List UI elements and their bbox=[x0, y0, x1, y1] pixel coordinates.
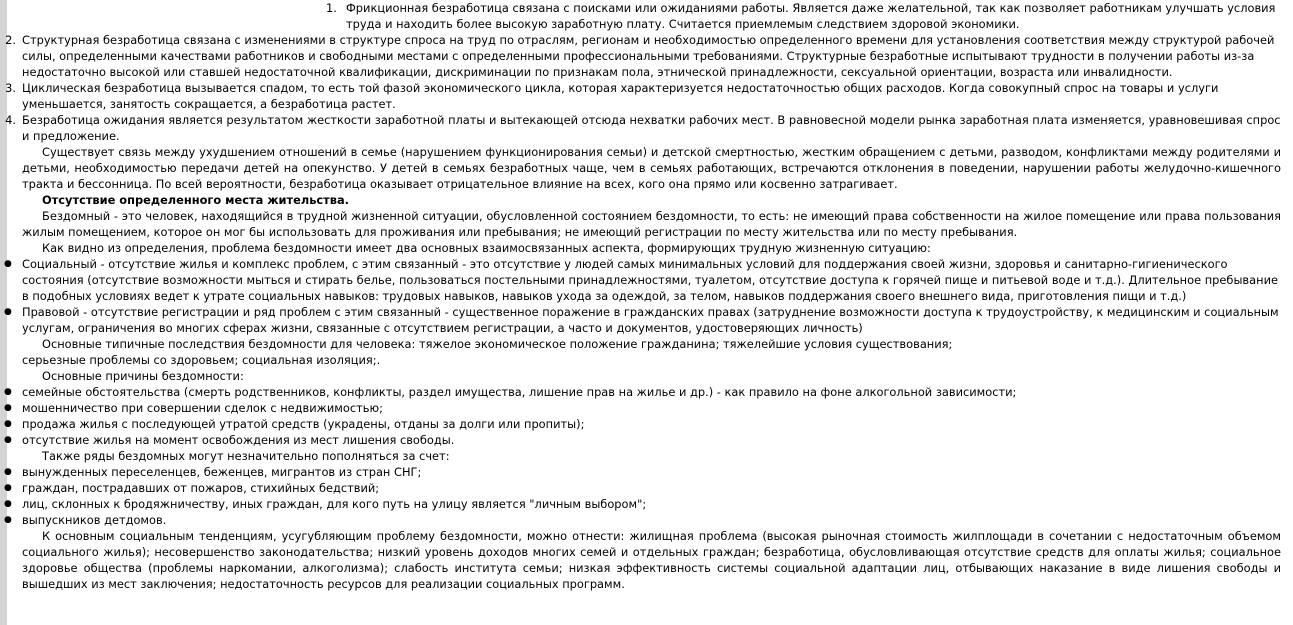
paragraph-aspects-intro: Как видно из определения, проблема бездомности имеет два основных взаимосвязанных аспекта, формирующих трудную жизненную ситуацию: bbox=[42, 241, 931, 255]
list-item-text: отсутствие жилья на момент освобождения из мест лишения свободы. bbox=[22, 433, 455, 447]
bullet-icon: ● bbox=[4, 419, 12, 429]
list-item-replenish bbox=[4, 464, 1281, 480]
list-marker: 1. bbox=[326, 1, 337, 15]
list-item-frictional bbox=[22, 0, 1281, 32]
list-item-text: вынужденных переселенцев, беженцев, мигрантов из стран СНГ; bbox=[22, 465, 422, 479]
list-item-text: выпускников детдомов. bbox=[22, 513, 167, 527]
bullet-icon: ● bbox=[4, 307, 12, 317]
list-item-text: Циклическая безработица вызывается спадом, то есть той фазой экономического цикла, которая характеризуется недостаточностью общих расходов. Когда совокупный спрос на товары и услуги уменьшается, занятость сокращается, а безработица растет. bbox=[22, 81, 1219, 111]
section-heading: Отсутствие определенного места жительства. bbox=[42, 193, 349, 207]
bullet-icon: ● bbox=[4, 467, 12, 477]
paragraph-homeless-definition: Бездомный - это человек, находящийся в трудной жизненной ситуации, обусловленной состоянием бездомности, то есть: не имеющий права собственности на жилое помещение или права пользования жилым помещением, которое он мог бы использовать для проживания или пребывания; не имеющий регистрации по месту жительства или по месту пребывания. bbox=[22, 209, 1281, 239]
list-item-social-aspect bbox=[4, 256, 1281, 304]
list-item-text: лиц, склонных к бродяжничеству, иных граждан, для кого путь на улицу является "личным выбором"; bbox=[22, 497, 647, 511]
bullet-icon: ● bbox=[4, 483, 12, 493]
list-item-text: Безработица ожидания является результатом жесткости заработной платы и вытекающей отсюда нехватки рабочих мест. В равновесной модели рынка заработная плата изменяется, уравновешивая спрос и предложение. bbox=[22, 113, 1281, 143]
list-item-text: продажа жилья с последующей утратой средств (украдены, отданы за долги или пропиты); bbox=[22, 417, 585, 431]
list-item-text: семейные обстоятельства (смерть родственников, конфликты, раздел имущества, лишение прав на жилье и др.) - как правило на фоне алкогольной зависимости; bbox=[22, 385, 1017, 399]
list-item-text: Структурная безработица связана с изменениями в структуре спроса на труд по отраслям, регионам и необходимостью определенного времени для установления соответствия между структурой рабочей силы, определенными качествами работников и свободными местами с определенными профессиональными требованиями. Структурные безработные испытывают трудности в получении работы из-за недостаточно высокой или ставшей недостаточной квалификации, дискриминации по признакам пола, этнической принадлежности, сексуальной ориентации, возраста или инвалидности. bbox=[22, 33, 1275, 79]
list-item-replenish bbox=[4, 480, 1281, 496]
paragraph-causes-intro: Основные причины бездомности: bbox=[42, 369, 244, 383]
list-item-legal-aspect bbox=[4, 304, 1281, 336]
paragraph-family: Существует связь между ухудшением отношений в семье (нарушением функционирования семьи) и детской смертностью, жестким обращением с детьми, разводом, конфликтами между родителями и детьми, необходимостью передачи детей на опекунство. У детей в семьях безработных чаще, чем в семьях работающих, встречаются отклонения в поведении, нарушении работы желудочно-кишечного тракта и бессонница. По всей вероятности, безработица оказывает отрицательное влияние на всех, кого она прямо или косвенно затрагивает. bbox=[22, 145, 1281, 191]
list-item-cyclical bbox=[5, 80, 1281, 112]
document-body bbox=[4, 0, 1281, 592]
list-item-structural bbox=[5, 32, 1281, 80]
paragraph-replenish-intro: Также ряды бездомных могут незначительно пополняться за счет: bbox=[42, 449, 450, 463]
bullet-icon: ● bbox=[4, 403, 12, 413]
bullet-icon: ● bbox=[4, 515, 12, 525]
paragraph-consequences: Основные типичные последствия бездомности для человека: тяжелое экономическое положение гражданина; тяжелейшие условия существования; bbox=[42, 337, 953, 351]
list-marker: 3. bbox=[5, 81, 16, 95]
list-item-replenish bbox=[4, 496, 1281, 512]
list-item-cause bbox=[4, 416, 1281, 432]
bullet-icon: ● bbox=[4, 499, 12, 509]
list-item-text: Правовой - отсутствие регистрации и ряд проблем с этим связанный - существенное поражение в гражданских правах (затруднение возможности доступа к трудоустройству, к медицинским и социальным услугам, ограничения во многих сферах жизни, связанные с отсутствием регистрации, а часто и документов, удостоверяющих личность) bbox=[22, 305, 1279, 335]
list-item-text: Социальный - отсутствие жилья и комплекс проблем, с этим связанный - это отсутствие у людей самых минимальных условий для поддержания своей жизни, здоровья и санитарно-гигиенического состояния (отсутствие возможности мыться и стирать белье, пользоваться постельными принадлежностями, туалетом, отсутствие доступа к горячей пище и питьевой воде и т.д.). Длительное пребывание в подобных условиях ведет к утрате социальных навыков: трудовых навыков, навыков ухода за одеждой, за телом, навыков поддержания своего внешнего вида, приготовления пищи и т.д.) bbox=[22, 257, 1278, 303]
list-item-text: граждан, пострадавших от пожаров, стихийных бедствий; bbox=[22, 481, 380, 495]
bullet-icon: ● bbox=[4, 387, 12, 397]
list-item-text: мошенничество при совершении сделок с недвижимостью; bbox=[22, 401, 383, 415]
paragraph-consequences-continued: серьезные проблемы со здоровьем; социальная изоляция;. bbox=[22, 353, 381, 367]
list-item-waiting bbox=[5, 112, 1281, 144]
list-item-cause bbox=[4, 432, 1281, 448]
list-item-text: Фрикционная безработица связана с поисками или ожиданиями работы. Является даже желательной, так как позволяет работникам улучшать условия труда и находить более высокую заработную плату. Считается приемлемым следствием здоровой экономики. bbox=[346, 1, 1276, 31]
list-item-cause bbox=[4, 400, 1281, 416]
paragraph-social-tendencies: К основным социальным тенденциям, усугубляющим проблему бездомности, можно отнести: жилищная проблема (высокая рыночная стоимость жилплощади в сочетании с недостаточным объемом социального жилья); несовершенство законодательства; низкий уровень доходов многих семей и отдельных граждан; безработица, обусловливающая отсутствие средств для оплаты жилья; социальное здоровье общества (проблемы наркомании, алкоголизма); слабость института семьи; низкая эффективность системы социальной адаптации лиц, отбывающих наказание в виде лишения свободы и вышедших из мест заключения; недостаточность ресурсов для реализации социальных программ. bbox=[22, 529, 1281, 591]
list-item-replenish bbox=[4, 512, 1281, 528]
list-marker: 2. bbox=[5, 33, 16, 47]
bullet-icon: ● bbox=[4, 259, 12, 269]
bullet-icon: ● bbox=[4, 435, 12, 445]
list-item-cause bbox=[4, 384, 1281, 400]
list-marker: 4. bbox=[5, 113, 16, 127]
